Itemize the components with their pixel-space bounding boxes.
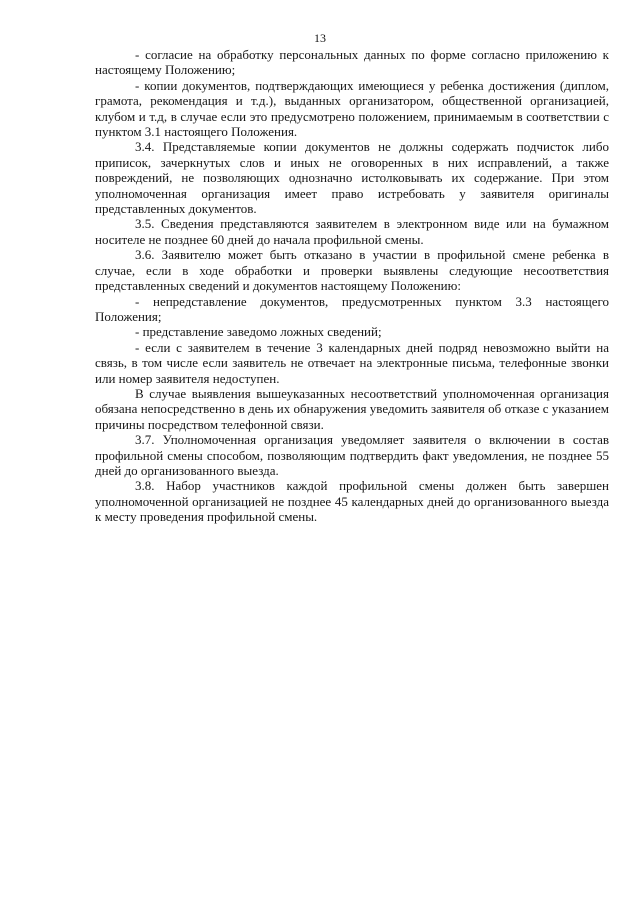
paragraph-no-contact: - если с заявителем в течение 3 календарных дней подряд невозможно выйти на связь, в том числе если заявитель не отвечает на электронные письма, телефонные звонки или номер заявителя недоступен. [95, 339, 609, 386]
paragraph-3-8: 3.8. Набор участников каждой профильной смены должен быть завершен уполномоченной организацией не позднее 45 календарных дней до организованного выезда к месту проведения профильной смены. [95, 478, 609, 525]
document-body [95, 47, 609, 525]
paragraph-non-submission: - непредставление документов, предусмотренных пунктом 3.3 настоящего Положения; [95, 293, 609, 324]
paragraph-false-info: - представление заведомо ложных сведений; [135, 324, 382, 340]
paragraph-consent: - согласие на обработку персональных данных по форме согласно приложению к настоящему Положению; [95, 47, 609, 78]
page-number: 13 [314, 31, 326, 45]
paragraph-achievement-copies: - копии документов, подтверждающих имеющиеся у ребенка достижения (диплом, грамота, рекомендация и т.д.), выданных организатором, общественной организацией, клубом и т.д, в случае если это предусмотрено положением, принимаемым в соответствии с пунктом 3.1 настоящего Положения. [95, 77, 609, 140]
paragraph-3-7: 3.7. Уполномоченная организация уведомляет заявителя о включении в состав профильной смены способом, позволяющим подтвердить факт уведомления, не позднее 55 дней до организованного выезда. [95, 432, 609, 478]
paragraph-3-5: 3.5. Сведения представляются заявителем в электронном виде или на бумажном носителе не позднее 60 дней до начала профильной смены. [95, 216, 609, 247]
paragraph-3-6: 3.6. Заявителю может быть отказано в участии в профильной смене ребенка в случае, если в ходе обработки и проверки выявлены следующие несоответствия представленных сведений и документов настоящему Положению: [95, 247, 609, 294]
paragraph-3-4: 3.4. Представляемые копии документов не должны содержать подчисток либо приписок, зачеркнутых слов и иных не оговоренных в них исправлений, а также повреждений, не позволяющих однозначно истолковывать их содержание. При этом уполномоченная организация имеет право истребовать у заявителя оригиналы представленных документов. [95, 139, 609, 217]
paragraph-refusal-notice: В случае выявления вышеуказанных несоответствий уполномоченная организация обязана непосредственно в день их обнаружения уведомить заявителя об отказе с указанием причины посредством телефонной связи. [95, 385, 609, 432]
